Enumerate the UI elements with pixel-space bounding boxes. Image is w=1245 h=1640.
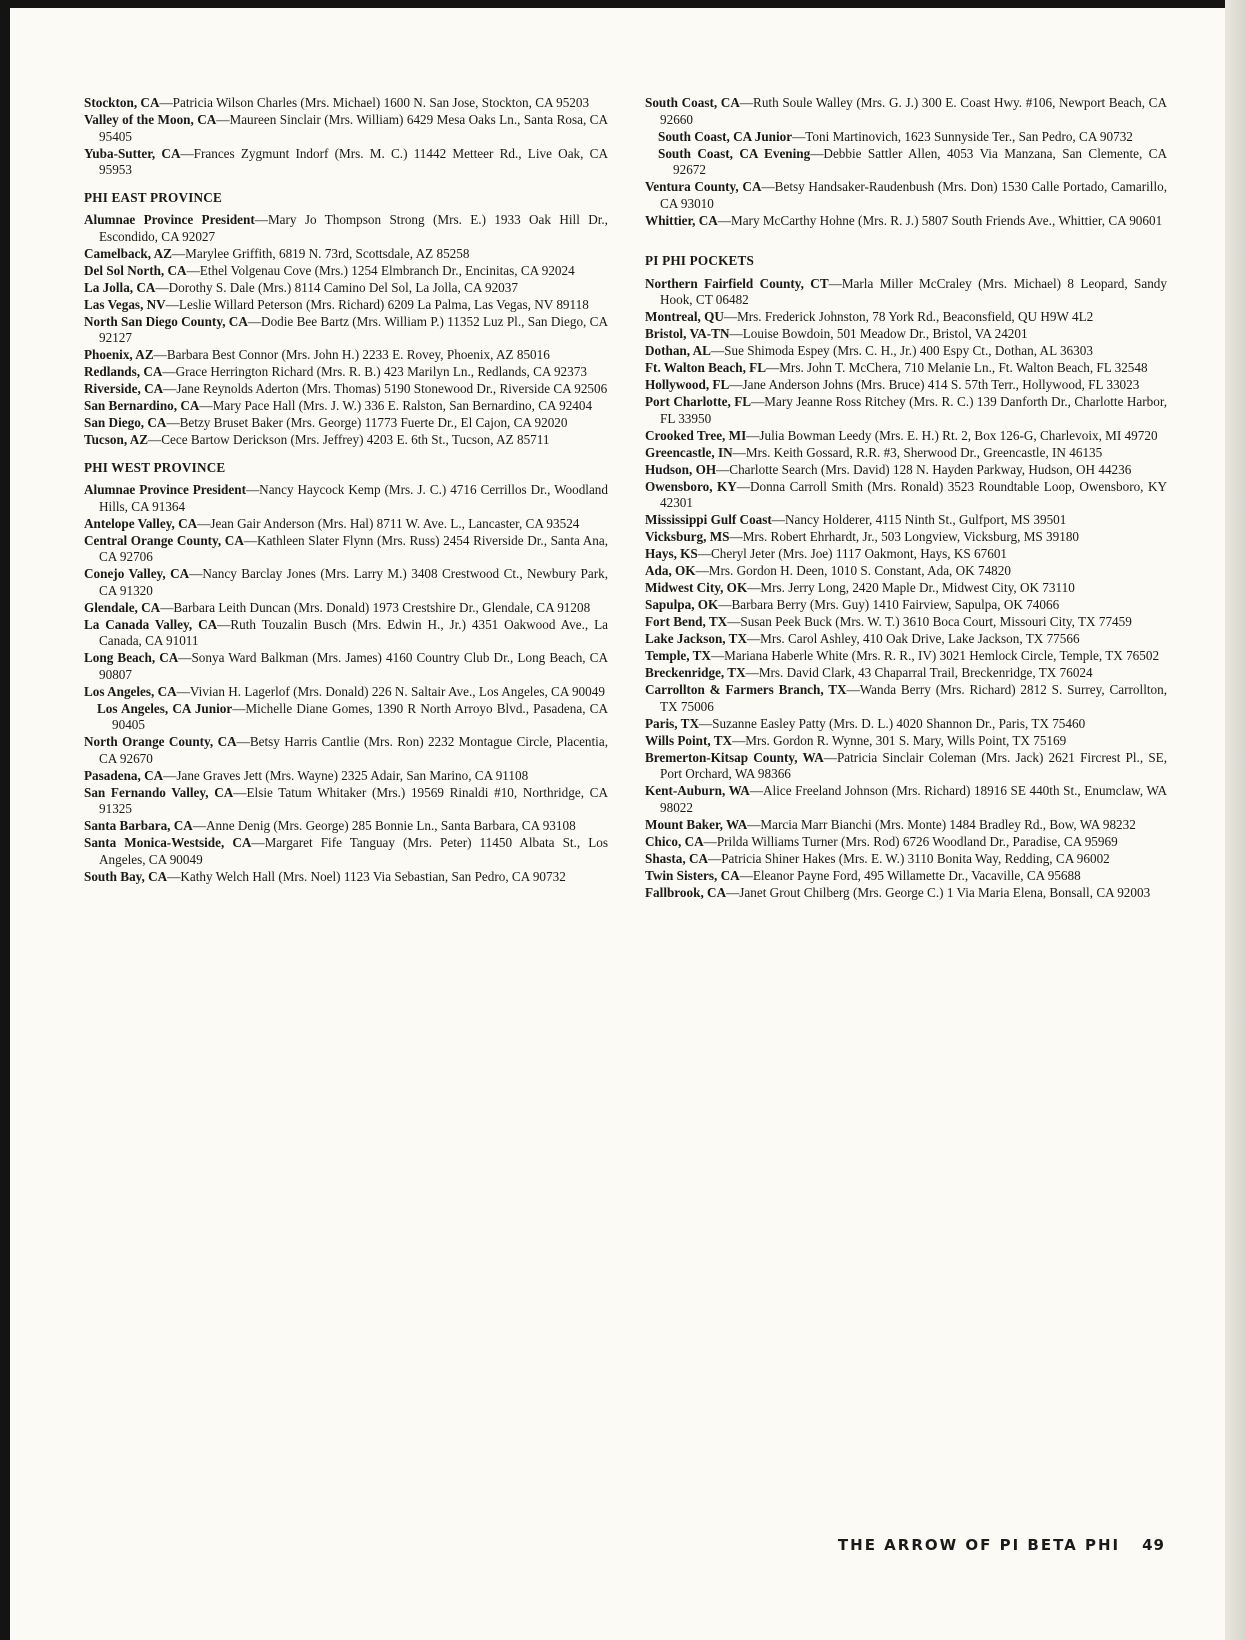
chapter-name: San Diego, CA — [84, 415, 167, 430]
contact-details: —Leslie Willard Peterson (Mrs. Richard) 6209 La Palma, Las Vegas, NV 89118 — [165, 296, 589, 312]
chapter-name: Los Angeles, CA — [84, 683, 177, 699]
chapter-name: Kent-Auburn, WA — [645, 783, 750, 798]
contact-details: —Jean Gair Anderson (Mrs. Hal) 8711 W. Ave. L., Lancaster, CA 93524 — [197, 515, 580, 531]
chapter-name: Wills Point, TX — [645, 732, 733, 748]
chapter-name: Lake Jackson, TX — [645, 631, 747, 646]
directory-entry — [645, 716, 1167, 733]
contact-details: —Frances Zygmunt Indorf (Mrs. M. C.) 11442 Metteer Rd., Live Oak, CA 95953 — [99, 145, 608, 177]
scan-edge-top — [0, 0, 1245, 8]
section-heading-phi-west: PHI WEST PROVINCE — [84, 459, 226, 475]
chapter-name: Dothan, AL — [645, 343, 711, 358]
scan-edge-right — [1225, 0, 1245, 1640]
contact-details: —Mrs. Frederick Johnston, 78 York Rd., Beaconsfield, QU H9W 4L2 — [723, 309, 1094, 324]
contact-details: —Dorothy S. Dale (Mrs.) 8114 Camino Del Sol, La Jolla, CA 92037 — [155, 279, 518, 295]
chapter-name: South Coast, CA Evening — [658, 145, 811, 161]
directory-entry — [645, 648, 1167, 665]
chapter-name: Conejo Valley, CA — [84, 566, 190, 581]
directory-entry — [84, 432, 608, 449]
chapter-name: Ventura County, CA — [645, 179, 762, 194]
chapter-name: La Jolla, CA — [84, 279, 156, 295]
contact-details: —Elsie Tatum Whitaker (Mrs.) 19569 Rinaldi #10, Northridge, CA 91325 — [99, 784, 608, 816]
directory-entry — [645, 851, 1167, 868]
chapter-name: Long Beach, CA — [84, 650, 179, 665]
contact-details: —Prilda Williams Turner (Mrs. Rod) 6726 Woodland Dr., Paradise, CA 95969 — [703, 833, 1118, 849]
chapter-name: Hays, KS — [645, 546, 698, 561]
chapter-name: Pasadena, CA — [84, 767, 164, 783]
scan-edge-left — [0, 0, 10, 1640]
contact-details: —Patricia Wilson Charles (Mrs. Michael) 1600 N. San Jose, Stockton, CA 95203 — [159, 95, 590, 110]
directory-entry — [84, 650, 608, 683]
contact-details: —Vivian H. Lagerlof (Mrs. Donald) 226 N. Saltair Ave., Los Angeles, CA 90049 — [176, 683, 605, 699]
directory-entry — [645, 213, 1167, 230]
directory-entry — [645, 580, 1167, 597]
directory-entry — [645, 750, 1167, 783]
directory-entry — [84, 734, 608, 767]
directory-entry — [645, 529, 1167, 546]
directory-entry — [645, 179, 1167, 212]
chapter-name: Redlands, CA — [84, 364, 163, 379]
chapter-name: Bristol, VA-TN — [645, 326, 730, 341]
directory-entry — [84, 246, 608, 263]
contact-details: —Sonya Ward Balkman (Mrs. James) 4160 Country Club Dr., Long Beach, CA 90807 — [99, 650, 609, 682]
directory-entry — [645, 665, 1167, 682]
chapter-name: Paris, TX — [645, 715, 699, 731]
right-top-entries — [645, 95, 1167, 229]
contact-details: —Patricia Shiner Hakes (Mrs. E. W.) 3110 Bonita Way, Redding, CA 96002 — [708, 850, 1110, 866]
chapter-name: Owensboro, KY — [645, 478, 737, 494]
directory-entry — [84, 212, 608, 245]
chapter-name: Vicksburg, MS — [645, 529, 730, 544]
directory-entry — [84, 112, 608, 145]
contact-details: —Betsy Handsaker-Raudenbush (Mrs. Don) 1530 Calle Portado, Camarillo, CA 93010 — [660, 179, 1167, 211]
contact-details: —Ruth Touzalin Busch (Mrs. Edwin H., Jr.) 4351 Oakwood Ave., La Canada, CA 91011 — [99, 616, 609, 648]
chapter-name: Ft. Walton Beach, FL — [645, 360, 767, 375]
contact-details: —Mrs. Gordon H. Deen, 1010 S. Constant, Ada, OK 74820 — [695, 563, 1011, 578]
contact-details: —Ethel Volgenau Cove (Mrs.) 1254 Elmbranch Dr., Encinitas, CA 92024 — [186, 262, 575, 278]
chapter-name: Mississippi Gulf Coast — [645, 512, 772, 527]
directory-entry — [645, 428, 1167, 445]
directory-entry — [645, 885, 1167, 902]
chapter-name: North San Diego County, CA — [84, 313, 248, 329]
contact-details: —Barbara Berry (Mrs. Guy) 1410 Fairview, Sapulpa, OK 74066 — [718, 597, 1060, 612]
directory-entry — [84, 297, 608, 314]
chapter-name: Santa Monica-Westside, CA — [84, 835, 252, 850]
contact-details: —Betzy Bruset Baker (Mrs. George) 11773 Fuerte Dr., El Cajon, CA 92020 — [166, 415, 568, 430]
directory-entry — [645, 146, 1167, 179]
chapter-name: Shasta, CA — [645, 850, 709, 866]
chapter-name: Crooked Tree, MI — [645, 427, 747, 443]
contact-details: —Betsy Harris Cantlie (Mrs. Ron) 2232 Montague Circle, Placentia, CA 92670 — [99, 734, 608, 766]
directory-entry — [645, 129, 1167, 146]
contact-details: —Mrs. Carol Ashley, 410 Oak Drive, Lake Jackson, TX 77566 — [746, 631, 1080, 646]
directory-entry — [84, 785, 608, 818]
contact-details: —Mrs. Keith Gossard, R.R. #3, Sherwood Dr., Greencastle, IN 46135 — [732, 444, 1103, 460]
directory-entry — [645, 462, 1167, 479]
directory-entry — [84, 600, 608, 617]
page-number: 49 — [1142, 1536, 1165, 1554]
chapter-name: San Bernardino, CA — [84, 398, 200, 413]
contact-details: —Julia Bowman Leedy (Mrs. E. H.) Rt. 2, Box 126-G, Charlevoix, MI 49720 — [746, 427, 1158, 443]
chapter-name: Camelback, AZ — [84, 245, 172, 261]
contact-details: —Suzanne Easley Patty (Mrs. D. L.) 4020 Shannon Dr., Paris, TX 75460 — [698, 715, 1086, 731]
contact-details: —Cece Bartow Derickson (Mrs. Jeffrey) 4203 E. 6th St., Tucson, AZ 85711 — [148, 432, 550, 447]
chapter-name: Hudson, OH — [645, 461, 717, 477]
chapter-name: Santa Barbara, CA — [84, 818, 193, 833]
left-column — [84, 95, 608, 886]
chapter-name: Glendale, CA — [84, 599, 161, 615]
chapter-name: Whittier, CA — [645, 212, 718, 228]
chapter-name: Northern Fairfield County, CT — [645, 275, 829, 291]
directory-entry — [84, 533, 608, 566]
contact-details: —Kathleen Slater Flynn (Mrs. Russ) 2454 Riverside Dr., Santa Ana, CA 92706 — [99, 532, 608, 564]
directory-entry — [84, 869, 608, 886]
contact-details: —Mrs. John T. McChera, 710 Melanie Ln., Ft. Walton Beach, FL 32548 — [766, 360, 1148, 375]
chapter-name: Breckenridge, TX — [645, 665, 746, 680]
directory-entry — [645, 95, 1167, 128]
contact-details: —Maureen Sinclair (Mrs. William) 6429 Mesa Oaks Ln., Santa Rosa, CA 95405 — [99, 112, 608, 144]
contact-details: —Donna Carroll Smith (Mrs. Ronald) 3523 Roundtable Loop, Owensboro, KY 42301 — [660, 478, 1167, 510]
chapter-name: Alumnae Province President — [84, 212, 255, 227]
directory-entry — [645, 563, 1167, 580]
contact-details: —Ruth Soule Walley (Mrs. G. J.) 300 E. Coast Hwy. #106, Newport Beach, CA 92660 — [660, 95, 1167, 127]
contact-details: —Eleanor Payne Ford, 495 Willamette Dr., Vacaville, CA 95688 — [739, 867, 1081, 883]
contact-details: —Mary Jeanne Ross Ritchey (Mrs. R. C.) 139 Danforth Dr., Charlotte Harbor, FL 33950 — [660, 394, 1167, 426]
chapter-name: Ada, OK — [645, 563, 696, 578]
directory-entry — [84, 146, 608, 179]
contact-details: —Charlotte Search (Mrs. David) 128 N. Hayden Parkway, Hudson, OH 44236 — [716, 461, 1132, 477]
contact-details: —Mrs. Jerry Long, 2420 Maple Dr., Midwest City, OK 73110 — [747, 580, 1075, 595]
contact-details: —Louise Bowdoin, 501 Meadow Dr., Bristol, VA 24201 — [729, 326, 1028, 341]
contact-details: —Kathy Welch Hall (Mrs. Noel) 1123 Via Sebastian, San Pedro, CA 90732 — [167, 868, 566, 884]
chapter-name: Valley of the Moon, CA — [84, 112, 217, 127]
directory-entry — [84, 768, 608, 785]
directory-entry — [84, 482, 608, 515]
directory-entry — [645, 360, 1167, 377]
directory-entry — [84, 347, 608, 364]
contact-details: —Mrs. Gordon R. Wynne, 301 S. Mary, Wills Point, TX 75169 — [732, 732, 1067, 748]
section-heading-phi-east: PHI EAST PROVINCE — [84, 189, 222, 205]
directory-entry — [645, 614, 1167, 631]
chapter-name: Mount Baker, WA — [645, 816, 748, 832]
directory-entry — [645, 445, 1167, 462]
contact-details: —Marcia Marr Bianchi (Mrs. Monte) 1484 Bradley Rd., Bow, WA 98232 — [747, 816, 1136, 832]
contact-details: —Janet Grout Chilberg (Mrs. George C.) 1 Via Maria Elena, Bonsall, CA 92003 — [726, 884, 1151, 900]
chapter-name: Las Vegas, NV — [84, 296, 166, 312]
chapter-name: Tucson, AZ — [84, 432, 149, 447]
chapter-name: South Bay, CA — [84, 868, 168, 884]
section-heading-pi-phi-pockets: PI PHI POCKETS — [645, 253, 755, 268]
left-top-entries — [84, 95, 608, 179]
directory-entry — [645, 733, 1167, 750]
contact-details: —Nancy Holderer, 4115 Ninth St., Gulfport, MS 39501 — [771, 512, 1067, 527]
chapter-name: Chico, CA — [645, 833, 704, 849]
contact-details: —Wanda Berry (Mrs. Richard) 2812 S. Surrey, Carrollton, TX 75006 — [660, 682, 1168, 714]
directory-entry — [645, 834, 1167, 851]
directory-entry — [84, 701, 608, 734]
chapter-name: Port Charlotte, FL — [645, 394, 752, 409]
contact-details: —Mary Pace Hall (Mrs. J. W.) 336 E. Ralston, San Bernardino, CA 92404 — [199, 398, 593, 413]
pi-phi-pockets-entries — [645, 276, 1167, 902]
chapter-name: Carrollton & Farmers Branch, TX — [645, 682, 847, 697]
directory-entry — [84, 95, 608, 112]
contact-details: —Margaret Fife Tanguay (Mrs. Peter) 11450 Albata St., Los Angeles, CA 90049 — [99, 835, 608, 867]
chapter-name: San Fernando Valley, CA — [84, 784, 234, 800]
chapter-name: Alumnae Province President — [84, 482, 246, 497]
directory-entry — [84, 263, 608, 280]
directory-entry — [645, 512, 1167, 529]
directory-entry — [645, 817, 1167, 834]
contact-details: —Susan Peek Buck (Mrs. W. T.) 3610 Boca Court, Missouri City, TX 77459 — [727, 614, 1132, 629]
chapter-name: Bremerton-Kitsap County, WA — [645, 749, 824, 765]
chapter-name: Midwest City, OK — [645, 580, 748, 595]
contact-details: —Marylee Griffith, 6819 N. 73rd, Scottsdale, AZ 85258 — [171, 245, 470, 261]
directory-entry — [645, 546, 1167, 563]
chapter-name: Fallbrook, CA — [645, 884, 727, 900]
chapter-name: Phoenix, AZ — [84, 347, 154, 362]
directory-entry — [645, 394, 1167, 427]
chapter-name: Temple, TX — [645, 648, 711, 663]
contact-details: —Jane Graves Jett (Mrs. Wayne) 2325 Adair, San Marino, CA 91108 — [163, 767, 529, 783]
chapter-name: Riverside, CA — [84, 381, 164, 396]
directory-entry — [645, 783, 1167, 816]
directory-entry — [84, 364, 608, 381]
chapter-name: Hollywood, FL — [645, 377, 730, 392]
directory-entry — [645, 377, 1167, 394]
chapter-name: Twin Sisters, CA — [645, 867, 740, 883]
directory-entry — [645, 276, 1167, 309]
publication-title: THE ARROW OF PI BETA PHI — [837, 1536, 1121, 1554]
right-column — [645, 95, 1167, 902]
directory-entry — [84, 314, 608, 347]
directory-entry — [84, 398, 608, 415]
directory-entry — [645, 479, 1167, 512]
chapter-name: Antelope Valley, CA — [84, 515, 198, 531]
contact-details: —Mrs. Robert Ehrhardt, Jr., 503 Longview, Vicksburg, MS 39180 — [729, 529, 1080, 544]
chapter-name: Stockton, CA — [84, 95, 160, 110]
contact-details: —Mariana Haberle White (Mrs. R. R., IV) 3021 Hemlock Circle, Temple, TX 76502 — [710, 648, 1160, 663]
contact-details: —Toni Martinovich, 1623 Sunnyside Ter., San Pedro, CA 90732 — [792, 128, 1133, 144]
page-footer — [838, 1536, 1165, 1554]
directory-entry — [84, 280, 608, 297]
directory-entry — [645, 682, 1167, 715]
contact-details: —Jane Anderson Johns (Mrs. Bruce) 414 S. 57th Terr., Hollywood, FL 33023 — [729, 377, 1140, 392]
chapter-name: Central Orange County, CA — [84, 532, 244, 548]
contact-details: —Barbara Best Connor (Mrs. John H.) 2233 E. Rovey, Phoenix, AZ 85016 — [153, 347, 550, 362]
directory-entry — [84, 381, 608, 398]
contact-details: —Jane Reynolds Aderton (Mrs. Thomas) 5190 Stonewood Dr., Riverside CA 92506 — [163, 381, 608, 396]
chapter-name: Greencastle, IN — [645, 444, 733, 460]
directory-entry — [84, 516, 608, 533]
directory-entry — [645, 343, 1167, 360]
directory-entry — [84, 684, 608, 701]
contact-details: —Nancy Haycock Kemp (Mrs. J. C.) 4716 Cerrillos Dr., Woodland Hills, CA 91364 — [99, 482, 608, 514]
chapter-name: North Orange County, CA — [84, 734, 237, 749]
directory-entry — [84, 617, 608, 650]
phi-east-entries — [84, 212, 608, 449]
contact-details: —Nancy Barclay Jones (Mrs. Larry M.) 3408 Crestwood Ct., Newbury Park, CA 91320 — [99, 566, 608, 598]
directory-entry — [84, 415, 608, 432]
contact-details: —Debbie Sattler Allen, 4053 Via Manzana, San Clemente, CA 92672 — [673, 145, 1167, 177]
directory-entry — [645, 326, 1167, 343]
directory-entry — [84, 818, 608, 835]
directory-entry — [84, 835, 608, 868]
directory-entry — [645, 597, 1167, 614]
chapter-name: South Coast, CA — [645, 95, 740, 110]
chapter-name: Los Angeles, CA Junior — [97, 700, 233, 716]
phi-west-entries — [84, 482, 608, 885]
directory-entry — [645, 309, 1167, 326]
contact-details: —Michelle Diane Gomes, 1390 R North Arroyo Blvd., Pasadena, CA 90405 — [112, 700, 608, 732]
contact-details: —Marla Miller McCraley (Mrs. Michael) 8 Leopard, Sandy Hook, CT 06482 — [660, 275, 1167, 307]
contact-details: —Mrs. David Clark, 43 Chaparral Trail, Breckenridge, TX 76024 — [745, 665, 1093, 680]
chapter-name: Sapulpa, OK — [645, 597, 719, 612]
chapter-name: Fort Bend, TX — [645, 614, 728, 629]
contact-details: —Barbara Leith Duncan (Mrs. Donald) 1973 Crestshire Dr., Glendale, CA 91208 — [160, 599, 591, 615]
contact-details: —Patricia Sinclair Coleman (Mrs. Jack) 2621 Fircrest Pl., SE, Port Orchard, WA 98366 — [660, 749, 1168, 781]
contact-details: —Mary McCarthy Hohne (Mrs. R. J.) 5807 South Friends Ave., Whittier, CA 90601 — [717, 212, 1163, 228]
chapter-name: La Canada Valley, CA — [84, 616, 218, 632]
directory-entry — [645, 868, 1167, 885]
directory-entry — [645, 631, 1167, 648]
contact-details: —Dodie Bee Bartz (Mrs. William P.) 11352 Luz Pl., San Diego, CA 92127 — [99, 313, 608, 345]
contact-details: —Anne Denig (Mrs. George) 285 Bonnie Ln., Santa Barbara, CA 93108 — [192, 818, 576, 833]
chapter-name: Montreal, QU — [645, 309, 724, 324]
contact-details: —Grace Herrington Richard (Mrs. R. B.) 423 Marilyn Ln., Redlands, CA 92373 — [162, 364, 587, 379]
chapter-name: South Coast, CA Junior — [658, 128, 793, 144]
chapter-name: Del Sol North, CA — [84, 262, 187, 278]
chapter-name: Yuba-Sutter, CA — [84, 145, 181, 161]
directory-entry — [84, 566, 608, 599]
contact-details: —Sue Shimoda Espey (Mrs. C. H., Jr.) 400 Espy Ct., Dothan, AL 36303 — [710, 343, 1093, 358]
contact-details: —Cheryl Jeter (Mrs. Joe) 1117 Oakmont, Hays, KS 67601 — [697, 546, 1008, 561]
contact-details: —Alice Freeland Johnson (Mrs. Richard) 18916 SE 440th St., Enumclaw, WA 98022 — [660, 783, 1167, 815]
contact-details: —Mary Jo Thompson Strong (Mrs. E.) 1933 Oak Hill Dr., Escondido, CA 92027 — [99, 212, 608, 244]
